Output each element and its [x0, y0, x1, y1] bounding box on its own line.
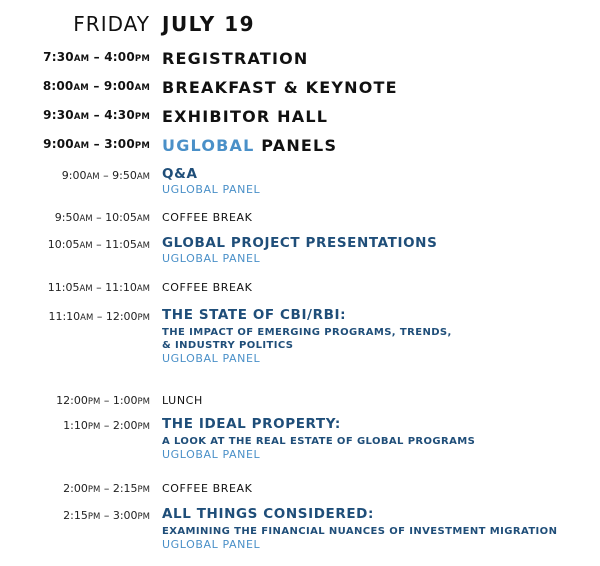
session-time: 10:05AM – 11:05AM: [47, 238, 150, 251]
session-title: UGLOBAL PANELS: [162, 136, 338, 155]
session-title: COFFEE BREAK: [162, 281, 253, 294]
session-title: THE IDEAL PROPERTY:: [162, 416, 341, 432]
session-panel-label: UGLOBAL PANEL: [162, 251, 261, 265]
day-header: [0, 14, 600, 38]
session-time: 2:15PM – 3:00PM: [63, 509, 150, 522]
session-subtitle: THE IMPACT OF EMERGING PROGRAMS, TRENDS,: [162, 326, 452, 338]
session-time: 9:50AM – 10:05AM: [54, 211, 150, 224]
session-title: BREAKFAST & KEYNOTE: [162, 78, 398, 97]
session-title: COFFEE BREAK: [162, 211, 253, 224]
session-time: 9:00AM – 9:50AM: [61, 169, 150, 182]
session-time: 9:30AM – 4:30PM: [43, 108, 150, 122]
session-time: 1:10PM – 2:00PM: [63, 419, 150, 432]
session-title: REGISTRATION: [162, 49, 309, 68]
session-subtitle: EXAMINING THE FINANCIAL NUANCES OF INVESTMENT MIGRATION: [162, 525, 558, 537]
session-time: 9:00AM – 3:00PM: [43, 137, 150, 151]
session-subtitle: & INDUSTRY POLITICS: [162, 339, 294, 351]
session-subtitle: A LOOK AT THE REAL ESTATE OF GLOBAL PROGRAMS: [162, 435, 476, 447]
session-panel-label: UGLOBAL PANEL: [162, 447, 261, 461]
day-name: FRIDAY: [73, 12, 150, 36]
session-panel-label: UGLOBAL PANEL: [162, 537, 261, 551]
session-time: 8:00AM – 9:00AM: [42, 79, 150, 93]
session-panel-label: UGLOBAL PANEL: [162, 351, 261, 365]
session-time: 7:30AM – 4:00PM: [43, 50, 150, 64]
session-title: Q&A: [162, 166, 198, 182]
session-title: EXHIBITOR HALL: [162, 107, 329, 126]
session-title: COFFEE BREAK: [162, 482, 253, 495]
session-title: THE STATE OF CBI/RBI:: [162, 307, 347, 323]
day-date: JULY 19: [162, 12, 256, 36]
uglobal-brand: UGLOBAL: [162, 136, 255, 155]
session-title: LUNCH: [162, 394, 203, 407]
session-time: 2:00PM – 2:15PM: [63, 482, 150, 495]
session-title: GLOBAL PROJECT PRESENTATIONS: [162, 235, 438, 251]
session-time: 12:00PM – 1:00PM: [56, 394, 150, 407]
session-title: ALL THINGS CONSIDERED:: [162, 506, 374, 522]
session-time: 11:05AM – 11:10AM: [47, 281, 150, 294]
session-time: 11:10AM – 12:00PM: [48, 310, 150, 323]
session-panel-label: UGLOBAL PANEL: [162, 182, 261, 196]
